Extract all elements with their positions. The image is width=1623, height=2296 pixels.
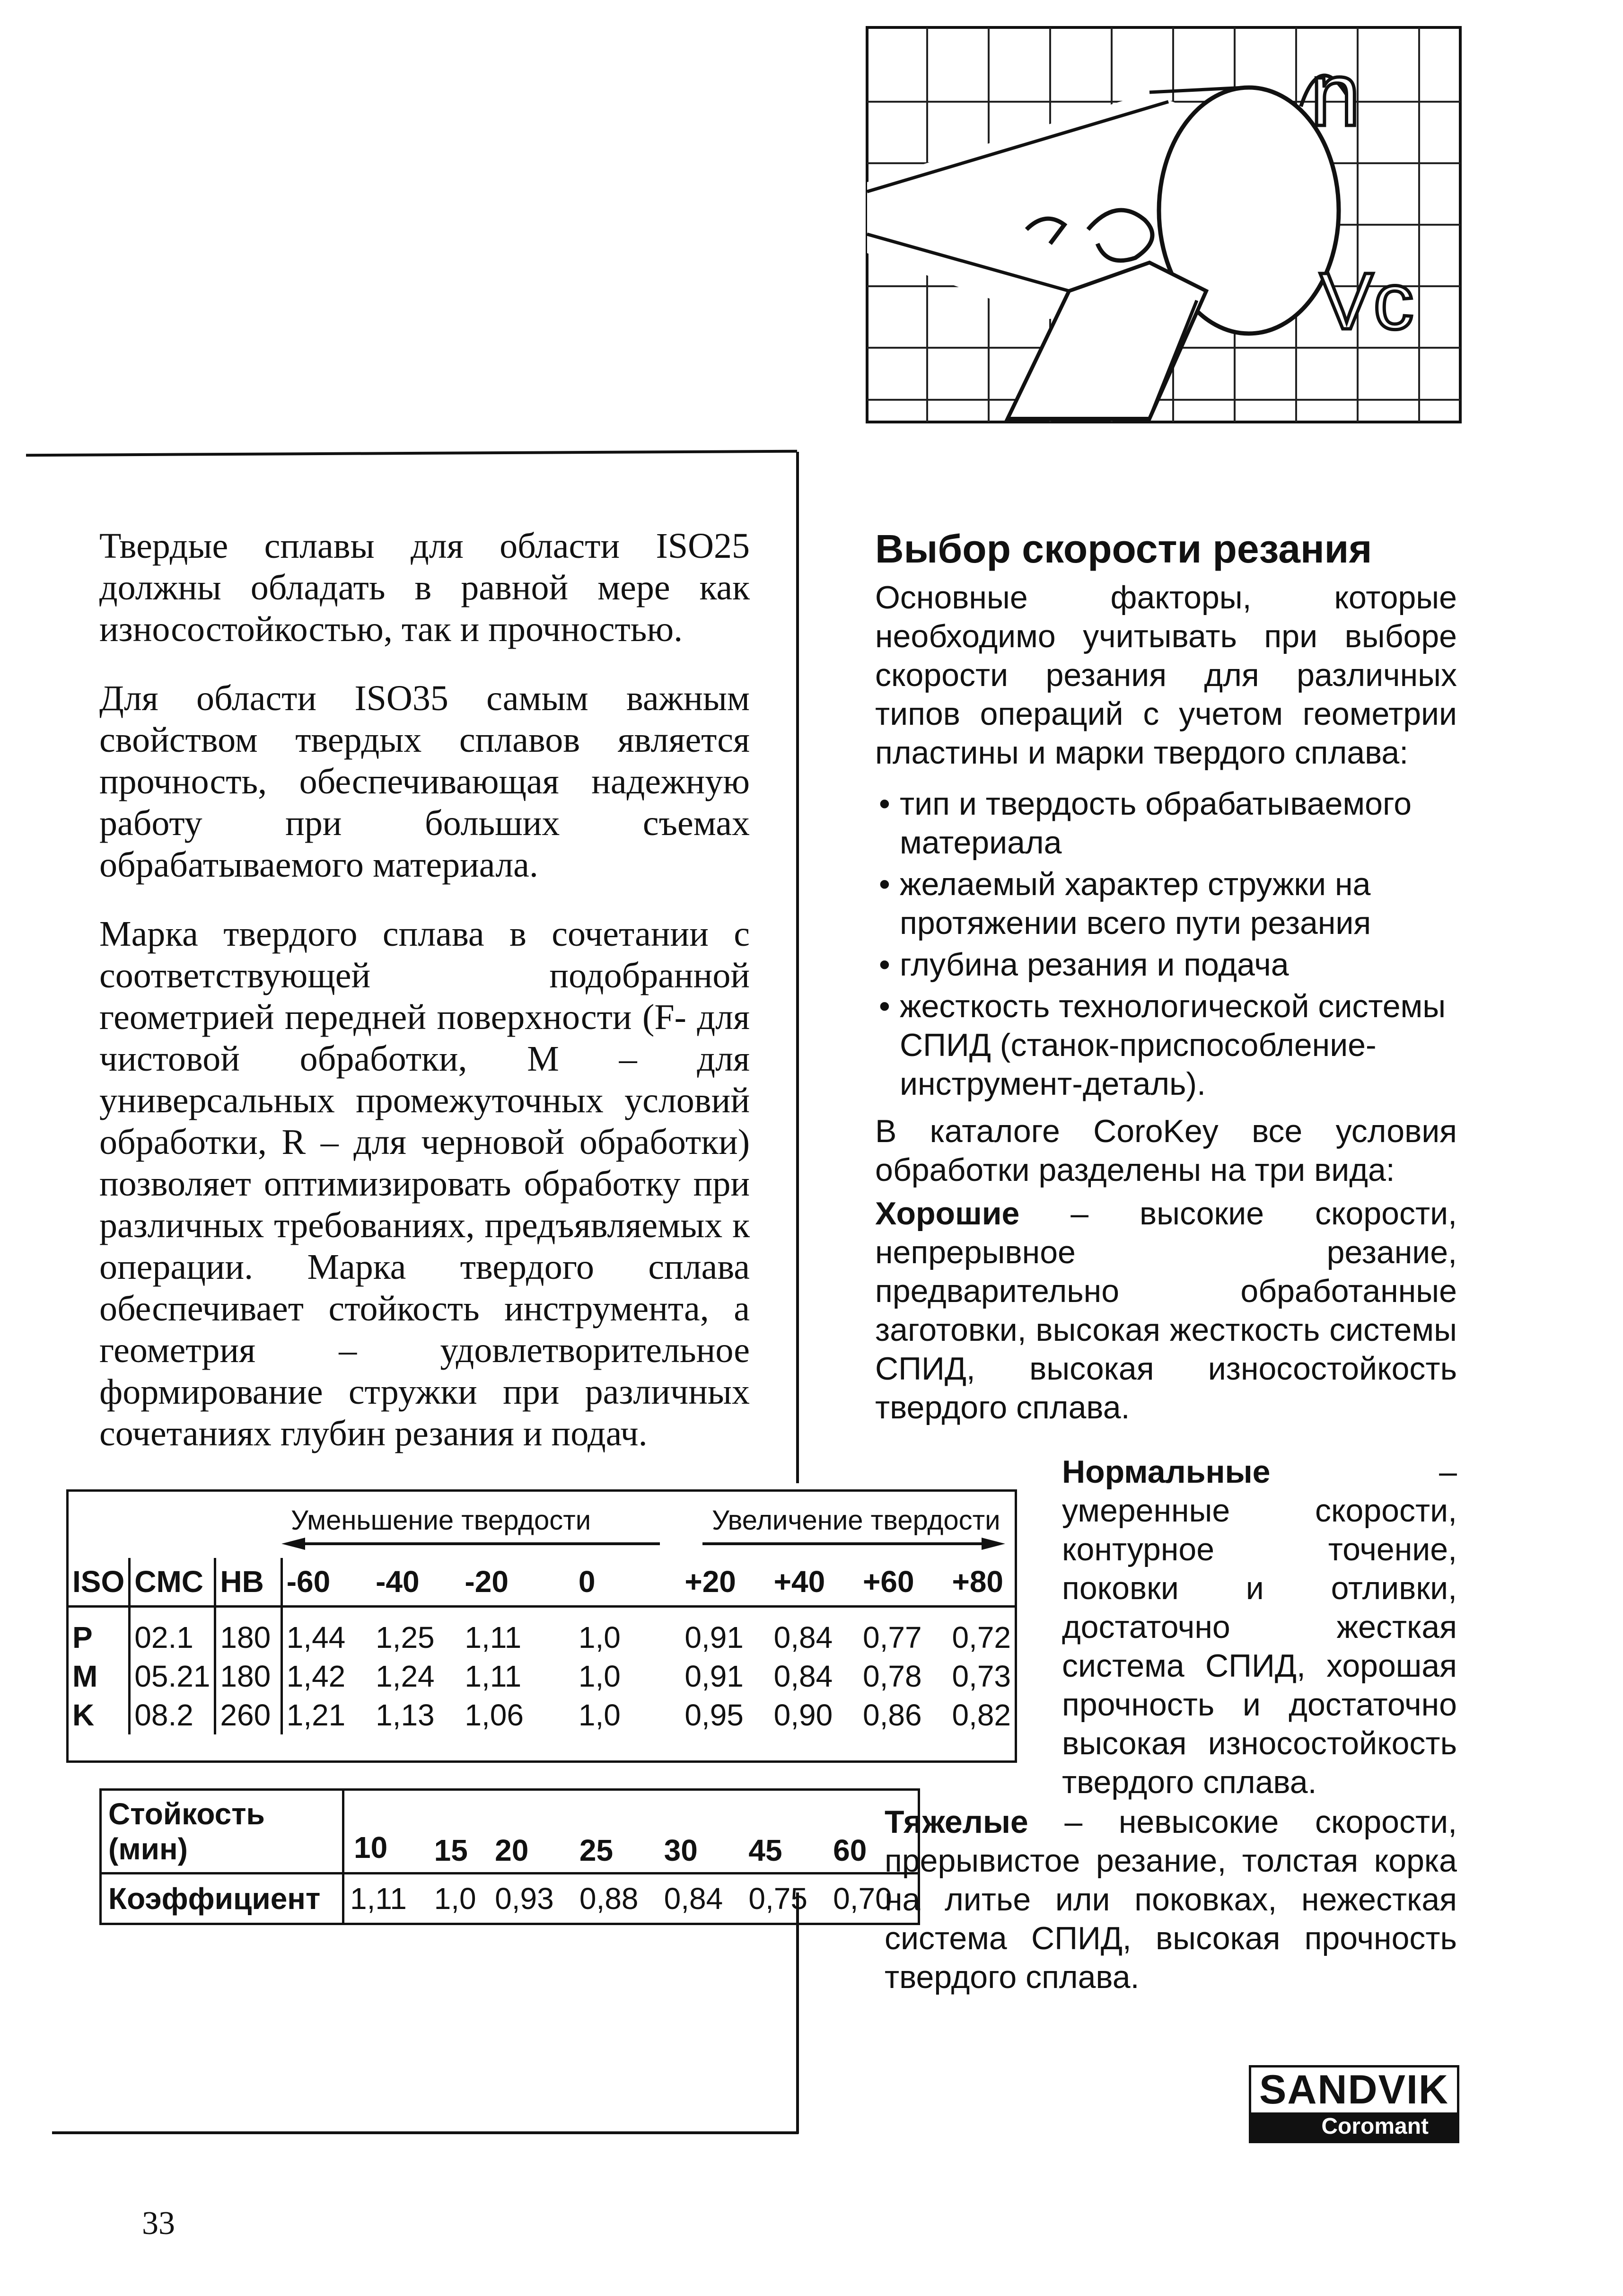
col-header-cmc: CMC: [130, 1558, 215, 1607]
coef-cell: 1,42: [286, 1659, 346, 1693]
section-heading: Выбор скорости резания: [875, 527, 1372, 571]
col-header: -20: [465, 1565, 509, 1599]
col-header: +20: [684, 1565, 736, 1599]
coef-cell: 0,77: [863, 1620, 922, 1654]
coef-cell: 0,91: [684, 1620, 744, 1654]
decrease-hardness-label: Уменьшение твердости: [291, 1505, 591, 1536]
coefficient-cell: 0,75: [748, 1882, 807, 1916]
coef-cell: 0,91: [684, 1659, 744, 1693]
cmc-cell: 02.1: [130, 1607, 215, 1657]
sandvik-logo: [1249, 2065, 1459, 2143]
coef-cell: 0,72: [952, 1620, 1011, 1654]
coef-cell: 0,95: [684, 1698, 744, 1732]
coef-cell: 1,0: [578, 1620, 621, 1654]
logo-brand: SANDVIK: [1259, 2067, 1449, 2112]
hardness-table-box: [66, 1489, 1017, 1763]
coef-cell: 1,25: [376, 1620, 435, 1654]
cmc-cell: 05.21: [130, 1657, 215, 1696]
left-paragraph-2: Для области ISO35 самым важным свойством твердых сплавов является прочность, обеспечивающая надежную работу при больших съемах обрабатываемого материала.: [99, 678, 750, 885]
left-box-right-rule-upper: [796, 452, 799, 1483]
left-box-top-rule: [26, 450, 797, 457]
hardness-table: [69, 1558, 1015, 1734]
col-header: -40: [376, 1565, 420, 1599]
intro-text: Основные факторы, которые необходимо учитывать при выборе скорости резания для различных типов операций с учетом геометрии пластины и марки твердого сплава:: [875, 580, 1457, 771]
hb-cell: 260: [215, 1696, 281, 1734]
condition-good-term: Хорошие: [875, 1196, 1020, 1232]
col-header: +80: [952, 1565, 1003, 1599]
hardness-header-row: [69, 1558, 1015, 1607]
col-header: +60: [863, 1565, 914, 1599]
condition-heavy: [885, 1803, 1457, 1997]
condition-normal: [1062, 1452, 1457, 1802]
catalog-text: В каталоге CoroKey все условия обработки разделены на три вида:: [875, 1113, 1457, 1188]
coef-cell: 0,84: [773, 1659, 833, 1693]
iso-cell: P: [69, 1607, 130, 1657]
factor-list: [875, 784, 1457, 1103]
left-box-right-rule-lower: [796, 1892, 799, 2134]
condition-heavy-term: Тяжелые: [885, 1804, 1028, 1840]
condition-normal-term: Нормальные: [1062, 1454, 1271, 1490]
decrease-arrow-icon: [281, 1537, 660, 1551]
rpm-symbol: n: [1310, 44, 1360, 145]
coef-cell: 1,44: [286, 1620, 346, 1654]
coefficient-row: [101, 1874, 919, 1924]
minutes-cell: 10: [354, 1830, 388, 1865]
col-header: -60: [286, 1565, 331, 1599]
hb-cell: 180: [215, 1657, 281, 1696]
hb-cell: 180: [215, 1607, 281, 1657]
coef-cell: 0,82: [952, 1698, 1011, 1732]
coefficient-cell: 0,84: [664, 1882, 723, 1916]
table-row: [69, 1657, 1015, 1696]
tool-life-label: [101, 1790, 343, 1874]
condition-good: [875, 1194, 1457, 1427]
coef-cell: 0,73: [952, 1659, 1011, 1693]
factor-item: • глубина резания и подача: [875, 945, 1457, 984]
coef-cell: 1,11: [465, 1620, 522, 1654]
condition-normal-text: – умеренные скорости, контурное точение, поковки и отливки, достаточно жесткая система СПИД, хорошая прочность и достаточно высокая износостойкость твердого сплава.: [1062, 1454, 1457, 1800]
left-box-bottom-rule: [52, 2131, 798, 2134]
coefficient-cell: 1,11: [350, 1882, 407, 1916]
tool-life-label-line1: Стойкость: [108, 1797, 265, 1831]
coef-cell: 1,06: [465, 1698, 524, 1732]
coefficient-cell: 0,70: [833, 1882, 892, 1916]
tool-life-label-line2: (мин): [108, 1832, 188, 1866]
table-row: [69, 1696, 1015, 1734]
left-column-text: [99, 525, 750, 1482]
col-header-iso: ISO: [69, 1558, 130, 1607]
minutes-cell: 60: [833, 1833, 867, 1867]
factor-item: • желаемый характер стружки на протяжении всего пути резания: [875, 865, 1457, 942]
right-column-text: [875, 525, 1457, 1427]
col-header: +40: [773, 1565, 825, 1599]
minutes-cell: 45: [748, 1833, 782, 1867]
coef-cell: 1,24: [376, 1659, 435, 1693]
condition-good-text: – высокие скорости, непрерывное резание, предварительно обработанные заготовки, высокая жесткость системы СПИД, высокая износостойкость твердого сплава.: [875, 1196, 1457, 1425]
left-paragraph-3: Марка твердого сплава в сочетании с соответствующей подобранной геометрией передней поверхности (F- для чистовой обработки, M – для универсальных промежуточных условий обработки, R – для черновой обработки) позволяет оптимизировать обработку при различных требованиях, предъявляемых к операции. Марка твердого сплава обеспечивает стойкость инструмента, а геометрия – удовлетворительное формирование стружки при различных сочетаниях глубин резания и подач.: [99, 914, 750, 1453]
cutting-illustration: [866, 26, 1462, 423]
left-paragraph-1: Твердые сплавы для области ISO25 должны обладать в равной мере как износостойкостью, так и прочностью.: [99, 526, 750, 649]
tool-life-table: [99, 1788, 920, 1925]
coef-cell: 1,0: [578, 1698, 621, 1732]
coef-cell: 0,78: [863, 1659, 922, 1693]
factor-item: • жесткость технологической системы СПИД (станок-приспособление-инструмент-деталь).: [875, 987, 1457, 1103]
condition-heavy-text: – невысокие скорости, прерывистое резание, толстая корка на литье или поковках, нежесткая система СПИД, высокая прочность твердого сплава.: [885, 1804, 1457, 1995]
coef-cell: 0,86: [863, 1698, 922, 1732]
minutes-cell: 25: [579, 1833, 614, 1867]
coef-cell: 0,90: [773, 1698, 833, 1732]
increase-arrow-icon: [702, 1537, 1005, 1551]
turning-tool-drawing: [866, 26, 1462, 423]
minutes-cell: 20: [495, 1833, 529, 1867]
coef-cell: 1,13: [376, 1698, 435, 1732]
coefficient-cell: 0,88: [579, 1882, 639, 1916]
coef-cell: 1,21: [286, 1698, 346, 1732]
coefficient-cell: 0,93: [495, 1882, 554, 1916]
coefficient-label: Коэффициент: [101, 1874, 343, 1924]
col-header: 0: [578, 1565, 596, 1599]
iso-cell: M: [69, 1657, 130, 1696]
logo-sub: Coromant: [1251, 2112, 1457, 2141]
coefficient-cell: 1,0: [434, 1882, 476, 1916]
col-header-hb: HB: [215, 1558, 281, 1607]
iso-cell: K: [69, 1696, 130, 1734]
page-number: 33: [142, 2205, 175, 2242]
minutes-cell: 30: [664, 1833, 698, 1867]
factor-item: • тип и твердость обрабатываемого материала: [875, 784, 1457, 862]
cutting-speed-symbol: Vc: [1320, 256, 1414, 346]
minutes-cell: 15: [434, 1833, 468, 1867]
coef-cell: 1,11: [465, 1659, 522, 1693]
table-row: [69, 1607, 1015, 1657]
coef-cell: 1,0: [578, 1659, 621, 1693]
cmc-cell: 08.2: [130, 1696, 215, 1734]
tool-life-row: [101, 1790, 919, 1874]
increase-hardness-label: Увеличение твердости: [712, 1505, 1000, 1536]
coef-cell: 0,84: [773, 1620, 833, 1654]
